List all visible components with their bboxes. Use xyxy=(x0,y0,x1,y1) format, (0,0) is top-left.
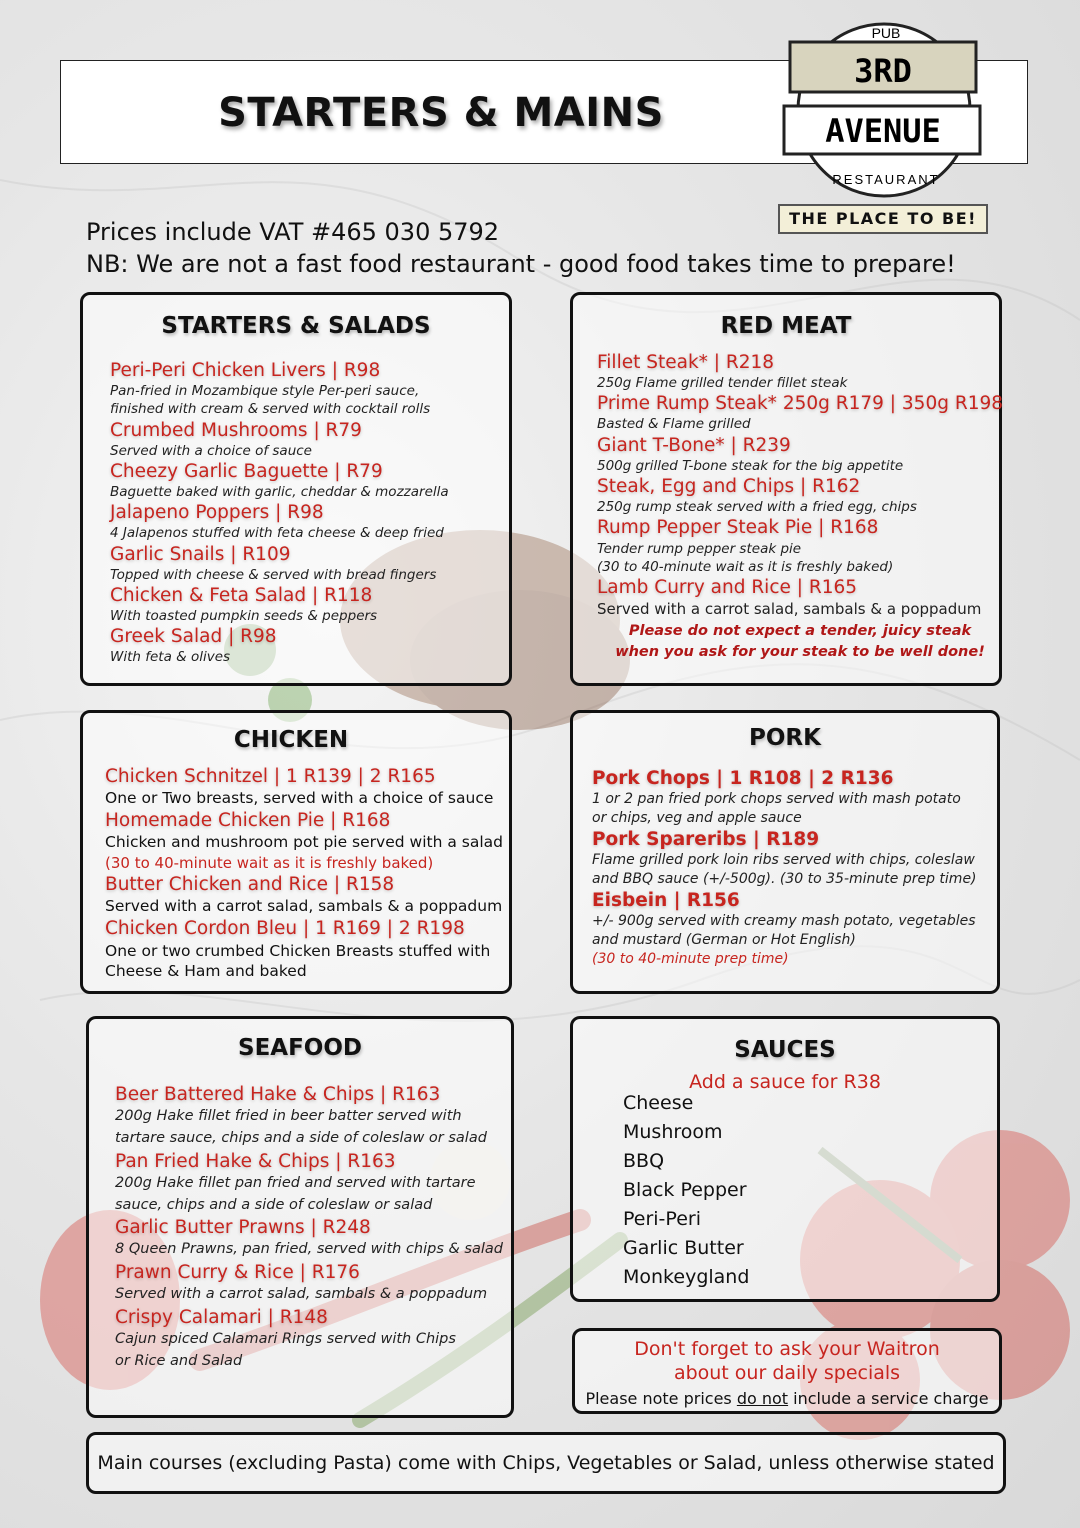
item-desc: or Rice and Salad xyxy=(115,1352,243,1369)
starters-panel xyxy=(80,292,512,686)
list-item xyxy=(110,359,449,419)
service-charge-note xyxy=(575,1389,999,1408)
starters-list xyxy=(110,359,449,667)
list-item xyxy=(115,1150,503,1217)
sauces-title: SAUCES xyxy=(734,1037,836,1063)
list-item xyxy=(592,828,977,889)
chicken-title: CHICKEN xyxy=(233,727,349,753)
item-name: Crispy Calamari | R148 xyxy=(115,1307,328,1328)
warning-line: when you ask for your steak to be well done! xyxy=(615,643,985,660)
item-desc: Tender rump pepper steak pie xyxy=(597,540,802,557)
list-item xyxy=(592,767,977,828)
list-item xyxy=(110,419,449,460)
item-desc: Topped with cheese & served with bread fingers xyxy=(110,566,437,583)
item-desc: Flame grilled pork loin ribs served with chips, coleslaw xyxy=(592,852,975,869)
list-item xyxy=(115,1083,503,1150)
item-name: Lamb Curry and Rice | R165 xyxy=(597,576,858,598)
list-item xyxy=(110,625,449,666)
item-desc: or chips, veg and apple sauce xyxy=(592,810,802,827)
specials-line: about our daily specials xyxy=(673,1362,901,1384)
list-item: Cheese xyxy=(623,1092,694,1114)
list-item xyxy=(597,392,1003,433)
list-item xyxy=(597,475,1003,516)
chicken-list xyxy=(105,765,503,982)
list-item: BBQ xyxy=(623,1150,665,1172)
item-name: Chicken Cordon Bleu | 1 R169 | 2 R198 xyxy=(105,918,465,940)
list-item xyxy=(115,1306,503,1373)
item-desc: sauce, chips and a side of coleslaw or salad xyxy=(115,1196,433,1213)
list-item xyxy=(105,873,503,917)
item-desc: One or Two breasts, served with a choice of sauce xyxy=(105,789,494,808)
item-desc: Basted & Flame grilled xyxy=(597,416,751,433)
page-title: STARTERS & MAINS xyxy=(218,90,664,136)
vat-notice: Prices include VAT #465 030 5792 xyxy=(86,218,500,246)
item-name: Chicken Schnitzel | 1 R139 | 2 R165 xyxy=(105,766,436,787)
list-item: Monkeygland xyxy=(623,1266,750,1288)
item-name: Peri-Peri Chicken Livers | R98 xyxy=(110,360,381,381)
item-name: Butter Chicken and Rice | R158 xyxy=(105,874,395,896)
seafood-panel xyxy=(86,1016,514,1418)
list-item xyxy=(115,1216,503,1261)
svg-text:3RD: 3RD xyxy=(854,52,912,90)
tagline: THE PLACE TO BE! xyxy=(778,204,988,234)
item-desc: Cheese & Ham and baked xyxy=(105,962,307,981)
list-item: Mushroom xyxy=(623,1121,723,1143)
item-desc: Cajun spiced Calamari Rings served with Chips xyxy=(115,1331,456,1348)
item-name: Rump Pepper Steak Pie | R168 xyxy=(597,517,879,539)
list-item xyxy=(597,434,1003,475)
item-name: Pan Fried Hake & Chips | R163 xyxy=(115,1150,396,1172)
item-desc: Pan-fried in Mozambique style Per-peri sauce, xyxy=(110,383,420,400)
item-name: Chicken & Feta Salad | R118 xyxy=(110,584,373,606)
item-desc: 8 Queen Prawns, pan fried, served with chips & salad xyxy=(115,1241,503,1258)
item-desc: 200g Hake fillet fried in beer batter served with xyxy=(115,1108,462,1125)
pork-title: PORK xyxy=(749,725,821,751)
warning-line: Please do not expect a tender, juicy steak xyxy=(628,623,972,640)
item-name: Crumbed Mushrooms | R79 xyxy=(110,419,362,441)
item-note: (30 to 40-minute wait as it is freshly baked) xyxy=(105,854,434,873)
item-name: Pork Spareribs | R189 xyxy=(592,828,820,850)
red-meat-panel xyxy=(570,292,1002,686)
item-name: Cheezy Garlic Baguette | R79 xyxy=(110,460,383,482)
footer-note: Main courses (excluding Pasta) come with Chips, Vegetables or Salad, unless otherwise stated xyxy=(86,1432,1006,1494)
list-item: Peri-Peri xyxy=(623,1208,701,1230)
sauces-subtitle: Add a sauce for R38 xyxy=(689,1071,881,1093)
note-emphasis: do not xyxy=(736,1389,789,1408)
item-name: Prime Rump Steak* 250g R179 | 350g R198 xyxy=(597,393,1004,415)
sauces-panel xyxy=(570,1016,1000,1302)
specials-box xyxy=(572,1328,1002,1414)
list-item xyxy=(597,576,1003,619)
list-item xyxy=(592,889,977,969)
item-desc: Baguette baked with garlic, cheddar & mozzarella xyxy=(110,484,449,501)
item-name: Prawn Curry & Rice | R176 xyxy=(115,1262,360,1284)
item-desc: With feta & olives xyxy=(110,649,231,666)
item-desc: 250g Flame grilled tender fillet steak xyxy=(597,375,848,392)
item-desc: 200g Hake fillet pan fried and served with tartare xyxy=(115,1174,476,1191)
item-desc: and mustard (German or Hot English) xyxy=(592,931,856,948)
list-item xyxy=(105,917,503,982)
item-name: Steak, Egg and Chips | R162 xyxy=(597,476,861,498)
seafood-list xyxy=(115,1083,503,1373)
item-desc: Served with a carrot salad, sambals & a poppadum xyxy=(105,897,503,916)
svg-text:RESTAURANT: RESTAURANT xyxy=(832,172,940,187)
svg-text:PUB: PUB xyxy=(871,25,901,41)
item-desc: (30 to 40-minute wait as it is freshly baked) xyxy=(597,558,894,575)
item-desc: Served with a choice of sauce xyxy=(110,442,312,459)
item-name: Homemade Chicken Pie | R168 xyxy=(105,810,391,832)
steak-warning xyxy=(597,621,1003,662)
item-name: Garlic Snails | R109 xyxy=(110,543,291,565)
item-name: Jalapeno Poppers | R98 xyxy=(110,502,324,524)
svg-text:AVENUE: AVENUE xyxy=(825,112,941,150)
list-item: Black Pepper xyxy=(623,1179,747,1201)
item-desc: 1 or 2 pan fried pork chops served with mash potato xyxy=(592,791,961,808)
seafood-title: SEAFOOD xyxy=(238,1035,362,1061)
red-meat-title: RED MEAT xyxy=(720,313,852,339)
item-desc: One or two crumbed Chicken Breasts stuffed with xyxy=(105,941,491,960)
pork-panel xyxy=(570,710,1000,994)
item-desc: tartare sauce, chips and a side of coleslaw or salad xyxy=(115,1129,487,1146)
item-desc: and BBQ sauce (+/-500g). (30 to 35-minute prep time) xyxy=(592,870,977,887)
item-name: Greek Salad | R98 xyxy=(110,626,277,648)
starters-title: STARTERS & SALADS xyxy=(161,313,431,339)
item-name: Beer Battered Hake & Chips | R163 xyxy=(115,1084,441,1105)
item-desc: 250g rump steak served with a fried egg, chips xyxy=(597,499,917,516)
item-name: Garlic Butter Prawns | R248 xyxy=(115,1217,371,1239)
item-desc: Chicken and mushroom pot pie served with a salad xyxy=(105,833,503,852)
item-desc: 500g grilled T-bone steak for the big appetite xyxy=(597,457,904,474)
item-desc: Served with a carrot salad, sambals & a poppadum xyxy=(115,1286,488,1303)
list-item xyxy=(597,516,1003,576)
list-item xyxy=(110,460,449,501)
item-desc: +/- 900g served with creamy mash potato, vegetables xyxy=(592,912,976,929)
list-item xyxy=(597,351,1003,392)
item-desc: finished with cream & served with cocktail rolls xyxy=(110,401,431,418)
list-item xyxy=(105,809,503,873)
item-name: Giant T-Bone* | R239 xyxy=(597,434,791,456)
note-text: Please note prices xyxy=(585,1389,737,1408)
list-item xyxy=(115,1261,503,1306)
restaurant-logo xyxy=(776,18,996,208)
list-item: Garlic Butter xyxy=(623,1237,744,1259)
pork-list xyxy=(592,767,977,969)
list-item xyxy=(105,765,503,809)
item-note: (30 to 40-minute prep time) xyxy=(592,950,789,967)
specials-line: Don't forget to ask your Waitron xyxy=(634,1338,940,1360)
item-name: Eisbein | R156 xyxy=(592,889,740,911)
item-desc: With toasted pumpkin seeds & peppers xyxy=(110,608,378,625)
chicken-panel xyxy=(80,710,512,994)
item-desc: Served with a carrot salad, sambals & a poppadum xyxy=(597,600,982,619)
red-meat-list xyxy=(597,351,1003,662)
list-item xyxy=(110,543,449,584)
sauces-list xyxy=(623,1089,749,1292)
item-name: Pork Chops | 1 R108 | 2 R136 xyxy=(592,768,894,789)
list-item xyxy=(110,501,449,542)
item-desc: 4 Jalapenos stuffed with feta cheese & deep fried xyxy=(110,525,444,542)
list-item xyxy=(110,584,449,625)
nb-notice: NB: We are not a fast food restaurant - good food takes time to prepare! xyxy=(86,250,956,278)
item-name: Fillet Steak* | R218 xyxy=(597,352,775,373)
note-text: include a service charge xyxy=(788,1389,989,1408)
